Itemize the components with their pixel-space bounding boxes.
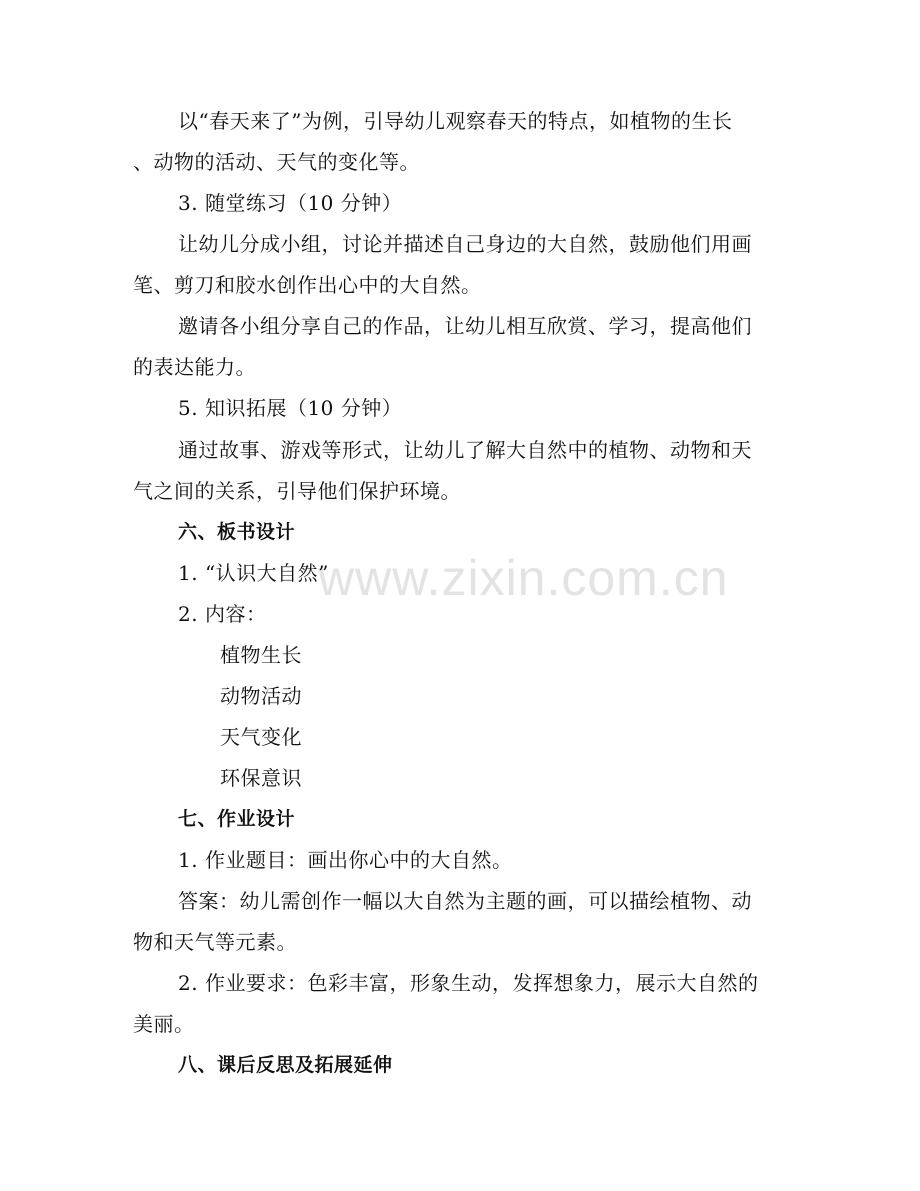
paragraph-line: 邀请各小组分享自己的作品，让幼儿相互欣赏、学习，提高他们 bbox=[178, 314, 752, 338]
paragraph-line: 物和天气等元素。 bbox=[133, 930, 297, 954]
list-item: 3. 随堂练习（10 分钟） bbox=[178, 191, 403, 215]
paragraph-line: 的表达能力。 bbox=[133, 355, 256, 379]
section-heading: 六、板书设计 bbox=[178, 521, 296, 543]
list-item: 2. 内容： bbox=[178, 602, 267, 626]
board-item: 环保意识 bbox=[220, 766, 302, 790]
board-item: 植物生长 bbox=[220, 643, 302, 667]
paragraph-line: 气之间的关系，引导他们保护环境。 bbox=[133, 479, 461, 503]
paragraph-line: 美丽。 bbox=[133, 1012, 195, 1036]
paragraph-line: 、动物的活动、天气的变化等。 bbox=[133, 150, 420, 174]
list-item: 1. “认识大自然” bbox=[178, 561, 329, 585]
paragraph-line: 笔、剪刀和胶水创作出心中的大自然。 bbox=[133, 273, 482, 297]
board-item: 天气变化 bbox=[220, 725, 302, 749]
paragraph-line: 通过故事、游戏等形式，让幼儿了解大自然中的植物、动物和天 bbox=[178, 438, 752, 462]
list-item: 5. 知识拓展（10 分钟） bbox=[178, 396, 403, 420]
list-item: 2. 作业要求：色彩丰富，形象生动，发挥想象力，展示大自然的 bbox=[178, 971, 759, 995]
watermark: www.zixin.com.cn bbox=[318, 550, 729, 606]
section-heading: 八、课后反思及拓展延伸 bbox=[178, 1054, 393, 1076]
list-item: 1. 作业题目：画出你心中的大自然。 bbox=[178, 848, 513, 872]
section-heading: 七、作业设计 bbox=[178, 808, 296, 830]
paragraph-line: 以“春天来了”为例，引导幼儿观察春天的特点，如植物的生长 bbox=[178, 109, 733, 133]
paragraph-line: 让幼儿分成小组，讨论并描述自己身边的大自然，鼓励他们用画 bbox=[178, 232, 752, 256]
paragraph-line: 答案：幼儿需创作一幅以大自然为主题的画，可以描绘植物、动 bbox=[178, 889, 752, 913]
board-item: 动物活动 bbox=[220, 684, 302, 708]
